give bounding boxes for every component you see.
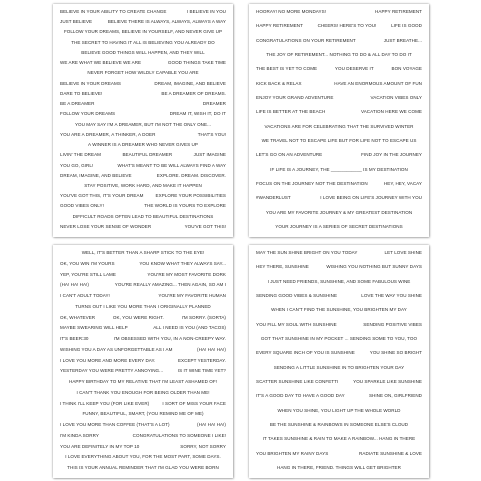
sentiment-phrase: FIND JOY IN THE JOURNEY [361, 152, 422, 158]
sentiment-phrase: YOU FILL MY SOUL WITH SUNSHINE [256, 321, 337, 327]
sentiment-row [60, 203, 226, 208]
sentiment-phrase: I'M SORRY. (SORTA) [181, 314, 226, 320]
sentiment-row [256, 350, 422, 355]
sentiment-row [60, 183, 226, 188]
sentiment-phrase: WE TRAVEL NOT TO ESCAPE LIFE BUT FOR LIFE NOT TO ESCAPE US [261, 137, 417, 143]
sentiment-phrase: YOU'VE GOT THIS! [184, 223, 226, 229]
sentiment-phrase: YOU ARE DEFINITELY IN MY TOP 10 [60, 443, 140, 449]
sentiment-row [60, 40, 226, 45]
sentiment-phrase: LIVIN' THE DREAM [60, 152, 101, 158]
sentiment-phrase: THE BEST IS YET TO COME [256, 66, 318, 72]
sentiment-phrase: YOU'RE REALLY AMAZING... THEN AGAIN, SO AM I [114, 282, 226, 288]
sentiment-phrase: I LOVE BEING ON LIFE'S JOURNEY WITH YOU [320, 195, 422, 201]
sentiment-phrase: DREAM IT, WISH IT, DO IT [169, 111, 226, 117]
sentiment-phrase: BEAUTIFUL DREAMER [122, 152, 173, 158]
sentiment-row [256, 465, 422, 470]
sentiment-phrase: (HA! HA! HA!) [60, 282, 89, 288]
sentiment-row [256, 95, 422, 100]
sentiment-row [256, 307, 422, 312]
sentiment-phrase: KICK BACK & RELAX [256, 80, 302, 86]
sentiment-phrase: CONGRATULATIONS ON YOUR RETIREMENT [256, 37, 356, 43]
sentiment-phrase: I JUST NEED FRIENDS, SUNSHINE, AND SOME FABULOUS WINE [267, 278, 411, 284]
sentiment-phrase: IT TAKES SUNSHINE & RAIN TO MAKE A RAINBOW... HANG IN THERE [262, 436, 416, 442]
sentiment-phrase: BE A DREAMER [60, 101, 95, 107]
sentiment-phrase: OK, WHATEVER [60, 314, 96, 320]
sentiment-row [60, 60, 226, 65]
sentiment-row [256, 336, 422, 341]
sentiment-row [60, 261, 226, 266]
sentiment-lines [256, 9, 422, 229]
sentiment-phrase: YOUR JOURNEY IS A SERIES OF SECRET DESTINATIONS [275, 223, 403, 229]
sentiment-phrase: STAY POSITIVE, WORK HARD, AND MAKE IT HAPPEN [84, 182, 202, 188]
sentiment-phrase: YOU'RE MY MOST FAVORITE DORK [147, 271, 226, 277]
sentiment-phrase: EXPLORE YOUR POSSIBILITIES [155, 193, 226, 199]
sentiment-lines [60, 9, 226, 229]
sentiment-phrase: I CAN'T THANK YOU ENOUGH FOR BEING OLDER THAN ME! [76, 389, 210, 395]
sentiment-phrase: BON VOYAGE [391, 66, 422, 72]
sentiment-phrase: MAYBE SWEARING WILL HELP [60, 325, 128, 331]
sentiment-row [256, 451, 422, 456]
sentiment-phrase: HAPPY RETIREMENT [256, 23, 303, 29]
sentiment-row [60, 272, 226, 277]
sentiment-phrase: GOT THAT SUNSHINE IN MY POCKET ... SENDING SOME TO YOU, TOO [260, 335, 418, 341]
sentiment-row [60, 444, 226, 449]
sentiment-phrase: CONGRATULATIONS TO SOMEONE I LIKE! [132, 432, 226, 438]
sentiment-row [256, 293, 422, 298]
sentiment-phrase: DREAM, IMAGINE, AND BELIEVE [154, 80, 226, 86]
sentiment-row [60, 70, 226, 75]
sentiment-phrase: SORRY, NOT SORRY [180, 443, 226, 449]
sentiment-row [60, 193, 226, 198]
sentiment-lines [60, 250, 226, 470]
sentiment-phrase: JUST BELIEVE [60, 19, 93, 25]
sentiment-row [60, 368, 226, 373]
sentiment-phrase: HEY, HEY, VACAY [383, 180, 422, 186]
sentiment-row [60, 163, 226, 168]
sentiment-phrase: YOU MAY SAY I'M A DREAMER, BUT I'M NOT THE ONLY ONE... [74, 121, 212, 127]
sentiment-row [60, 315, 226, 320]
sentiment-phrase: YOU ARE A DREAMER, A THINKER, A DOER [60, 131, 156, 137]
sentiment-row [60, 50, 226, 55]
sentiment-phrase: HAVE AN ENORMOUS AMOUNT OF FUN [334, 80, 422, 86]
sentiment-phrase: (HA! HA! HA!) [197, 346, 226, 352]
sentiment-phrase: YESTERDAY YOU WERE PRETTY ANNOYING... [60, 368, 164, 374]
sentiment-row [60, 465, 226, 470]
sentiment-row [60, 304, 226, 309]
sentiment-row [60, 122, 226, 127]
sentiment-phrase: LIFE IS BETTER AT THE BEACH [256, 109, 326, 115]
sentiment-phrase: GOOD VIBES ONLY! [60, 203, 104, 209]
sentiment-phrase: WELL, IT'S BETTER THAN A SHARP STICK TO THE EYE! [81, 250, 205, 255]
sentiment-phrase: BELIEVE GOOD THINGS WILL HAPPEN, AND THEY WILL [81, 49, 205, 55]
sentiment-phrase: JUST BREATHE... [383, 37, 422, 43]
sentiment-phrase: YOU GO, GIRL! [60, 162, 94, 168]
sentiment-phrase: BE THE SUNSHINE & RAINBOWS IN SOMEONE ELSE'S CLOUD [269, 421, 409, 427]
sentiment-phrase: THE SECRET TO HAVING IT ALL IS BELIEVING YOU ALREADY DO [71, 39, 215, 45]
sentiment-row [256, 379, 422, 384]
sentiment-row [60, 9, 226, 14]
sentiment-phrase: EVERY SQUARE INCH OF YOU IS SUNSHINE [256, 350, 355, 356]
sentiment-row [256, 66, 422, 71]
sentiment-sheet-funny [53, 245, 233, 478]
sentiment-row [256, 408, 422, 413]
sentiment-row [256, 138, 422, 143]
sentiment-row [256, 195, 422, 200]
sentiment-phrase: LET'S GO ON AN ADVENTURE [256, 152, 323, 158]
sentiment-phrase: EXCEPT YESTERDAY. [177, 357, 226, 363]
sentiment-phrase: WE ARE WHAT WE BELIEVE WE ARE [60, 60, 142, 66]
sentiment-phrase: DARE TO BELIEVE! [60, 90, 103, 96]
sentiment-phrase: SENDING GOOD VIBES & SUNSHINE [256, 292, 338, 298]
sentiment-row [60, 142, 226, 147]
sentiment-phrase: GOOD THINGS TAKE TIME [167, 60, 226, 66]
sentiment-row [60, 250, 226, 255]
sentiment-row [256, 393, 422, 398]
sentiment-phrase: ALL I NEED IS YOU (AND TACOS) [153, 325, 226, 331]
sentiment-phrase: I CAN'T ADULT TODAY! [60, 293, 110, 298]
sentiment-phrase: YEP, YOU'RE STILL LAME [60, 271, 116, 277]
sentiment-row [256, 224, 422, 229]
sentiment-phrase: EXPLORE. DREAM. DISCOVER. [156, 172, 226, 178]
sentiment-phrase: I LOVE YOU MORE AND MORE EVERY DAY. [60, 357, 156, 363]
sentiment-row [60, 390, 226, 395]
sentiment-row [256, 124, 422, 129]
sentiment-phrase: IF LIFE IS A JOURNEY, THE ____________ IS MY DESTINATION [270, 166, 408, 172]
sentiment-phrase: WHEN YOU SHINE, YOU LIGHT UP THE WHOLE WORLD [277, 407, 401, 413]
sentiment-row [256, 152, 422, 157]
sentiment-phrase: JUST IMAGINE [193, 152, 226, 158]
sentiment-phrase: YOU ARE MY FAVORITE JOURNEY & MY GREATEST DESTINATION [265, 209, 413, 215]
sentiment-row [256, 279, 422, 284]
sentiment-phrase: HANG IN THERE, FRIEND. THINGS WILL GET BRIGHTER [277, 464, 401, 470]
sentiment-row [60, 173, 226, 178]
sentiment-phrase: FOLLOW YOUR DREAMS, BELIEVE IN YOURSELF, AND NEVER GIVE UP [63, 29, 223, 35]
sentiment-row [256, 250, 422, 255]
sentiment-row [60, 19, 226, 24]
sentiment-row [60, 224, 226, 229]
sentiment-row [256, 81, 422, 86]
sentiment-phrase: I THINK I'LL KEEP YOU (FOR LIKE EVER) [60, 400, 150, 406]
sentiment-phrase: RADIATE SUNSHINE & LOVE [359, 450, 422, 456]
sentiment-phrase: IT'S BEER:30 [60, 336, 89, 341]
sentiment-row [256, 264, 422, 269]
sentiment-row [60, 29, 226, 34]
sentiment-phrase: #WANDERLUST [256, 195, 291, 201]
sentiment-phrase: LOVE THE WAY YOU SHINE [361, 292, 422, 298]
sentiment-phrase: TURNS OUT I LIKE YOU MORE THAN I ORIGINALLY PLANNED [75, 303, 211, 309]
sentiment-lines [256, 250, 422, 470]
sentiment-row [256, 38, 422, 43]
sentiment-phrase: FUNNY, BEAUTIFUL, SMART, (YOU REMIND ME OF ME) [82, 411, 204, 417]
sentiment-phrase: BELIEVE IN YOUR ABILITY TO CREATE CHANGE [60, 9, 167, 14]
sentiment-sheet-believe [53, 4, 233, 237]
sentiment-row [60, 401, 226, 406]
sentiment-row [60, 132, 226, 137]
sentiment-row [60, 422, 226, 427]
sentiment-phrase: HAPPY BIRTHDAY TO MY RELATIVE THAT I'M LEAST ASHAMED OF! [69, 379, 217, 384]
sentiment-phrase: FOCUS ON THE JOURNEY NOT THE DESTINATION [256, 180, 368, 186]
sentiment-phrase: FOLLOW YOUR DREAMS [60, 111, 116, 117]
sentiment-row [60, 282, 226, 287]
sentiment-row [60, 454, 226, 459]
sentiment-row [60, 347, 226, 352]
sentiment-phrase: WISHING YOU A DAY AS UNFORGETTABLE AS I AM [60, 346, 173, 352]
sentiment-phrase: I LOVE EVERYTHING ABOUT YOU, FOR THE MOST PART, SOME DAYS. [65, 454, 221, 460]
sentiment-phrase: I LOVE YOU MORE THAN COFFEE (THAT'S A LOT) [60, 422, 170, 427]
sentiment-phrase: OK, YOU WIN I'M YOURS [60, 260, 115, 266]
sentiment-phrase: HAPPY RETIREMENT [375, 9, 422, 14]
sentiment-phrase: WHAT'S MEANT TO BE WILL ALWAYS FIND A WAY [117, 162, 226, 168]
sentiment-row [256, 9, 422, 14]
sentiment-phrase: (HA! HA! HA!) [197, 422, 226, 427]
sentiment-sheet-sunshine [249, 245, 429, 478]
sentiment-row [60, 111, 226, 116]
sentiment-row [60, 293, 226, 298]
sentiment-phrase: BELIEVE THERE IS ALWAYS, ALWAYS, ALWAYS A WAY [107, 19, 226, 25]
sentiment-row [60, 101, 226, 106]
sentiment-phrase: BELIEVE IN YOUR DREAMS [60, 80, 121, 86]
sentiment-row [256, 322, 422, 327]
sentiment-phrase: VACATION HERE WE COME [360, 109, 422, 115]
sentiment-phrase: YOU'RE MY FAVORITE HUMAN [158, 293, 226, 298]
sentiment-sheet-retirement [249, 4, 429, 237]
sentiment-phrase: VACATIONS ARE FOR CELEBRATING THAT THE SURVIVED WINTER [264, 123, 414, 129]
sentiment-phrase: IT'S A GOOD DAY TO HAVE A GOOD DAY [256, 393, 345, 399]
sentiment-row [256, 52, 422, 57]
sentiment-phrase: I'M KINDA SORRY [60, 432, 99, 438]
sentiment-phrase: I BELIEVE IN YOU [186, 9, 226, 14]
sentiment-phrase: DIFFICULT ROADS OFTEN LEAD TO BEAUTIFUL DESTINATIONS [72, 213, 214, 219]
sentiment-row [60, 325, 226, 330]
sentiment-phrase: YOU SPARKLE LIKE SUNSHINE [353, 378, 422, 384]
sentiment-phrase: HOORAY! NO MORE MONDAYS! [256, 9, 326, 14]
sentiment-row [60, 91, 226, 96]
sentiment-phrase: YOU KNOW WHAT THEY ALWAYS SAY... [139, 260, 226, 266]
sentiment-phrase: SCATTER SUNSHINE LIKE CONFETTI [256, 378, 339, 384]
sentiment-phrase: SENDING A LITTLE SUNSHINE IN TO BRIGHTEN YOUR DAY [273, 364, 405, 370]
sentiment-phrase: OK, YOU WERE RIGHT. [112, 314, 164, 320]
sentiment-row [60, 433, 226, 438]
sentiment-phrase: YOU'VE GOT THIS, IT'S YOUR DREAM [60, 193, 144, 199]
sentiment-row [256, 181, 422, 186]
sentiment-phrase: YOU BRIGHTEN MY RAINY DAYS [256, 450, 329, 456]
sentiment-phrase: I SORT OF MISS YOUR FACE [162, 400, 226, 406]
sentiment-phrase: THE JOY OF RETIREMENT... NOTHING TO DO & ALL DAY TO DO IT [266, 51, 412, 57]
sentiment-phrase: HEY THERE, SUNSHINE [256, 264, 309, 270]
sentiment-phrase: DREAMER [202, 101, 226, 107]
sentiment-phrase: YOU SHINE SO BRIGHT [369, 350, 422, 356]
sentiment-phrase: THIS IS YOUR ANNUAL REMINDER THAT I'M GLAD YOU WERE BORN [67, 465, 219, 470]
sentiment-phrase: LET LOVE SHINE [384, 250, 422, 255]
sentiment-phrase: A WINNER IS A DREAMER WHO NEVER GIVES UP [88, 142, 198, 148]
sentiment-phrase: CHEERS! HERE'S TO YOU! [317, 23, 377, 29]
sentiment-phrase: BE A DREAMER OF DREAMS. [161, 90, 226, 96]
sentiment-phrase: LIFE IS GOOD [391, 23, 422, 29]
sentiment-row [256, 436, 422, 441]
sentiment-phrase: YOU DESERVE IT [334, 66, 374, 72]
sentiment-row [256, 109, 422, 114]
sentiment-row [256, 422, 422, 427]
sentiment-phrase: VACATION VIBES ONLY [370, 94, 422, 100]
sentiment-row [60, 152, 226, 157]
sentiment-phrase: WHEN I CAN'T FIND THE SUNSHINE, YOU BRIGHTEN MY DAY [271, 307, 407, 313]
sentiment-phrase: SENDING POSITIVE VIBES [363, 321, 422, 327]
sentiment-row [60, 411, 226, 416]
sentiment-phrase: NEVER FORGET HOW WILDLY CAPABLE YOU ARE [87, 70, 199, 76]
sentiment-phrase: DREAM, IMAGINE, AND BELIEVE [60, 172, 132, 178]
sentiment-row [60, 336, 226, 341]
sentiment-row [256, 210, 422, 215]
sentiment-phrase: SHINE ON, GIRLFRIEND [368, 393, 422, 399]
sentiment-row [60, 81, 226, 86]
sentiment-phrase: THE WORLD IS YOURS TO EXPLORE [144, 203, 226, 209]
sentiment-phrase: IS IT WINE TIME YET? [177, 368, 226, 374]
sentiment-row [256, 23, 422, 28]
sentiment-phrase: MAY THE SUN SHINE BRIGHT ON YOU TODAY [256, 250, 358, 255]
sentiment-row [60, 358, 226, 363]
sentiment-phrase: ENJOY YOUR GRAND ADVENTURE [256, 94, 334, 100]
sentiment-phrase: WISHING YOU NOTHING BUT SUNNY DAYS [326, 264, 422, 270]
sentiment-phrase: I'M OBSESSED WITH YOU, IN A NON-CREEPY WAY. [113, 336, 226, 341]
sentiment-row [256, 167, 422, 172]
sentiment-row [256, 365, 422, 370]
sentiment-row [60, 214, 226, 219]
sentiment-phrase: NEVER LOSE YOUR SENSE OF WONDER [60, 223, 152, 229]
sentiment-phrase: THAT'S YOU! [197, 131, 226, 137]
sentiment-row [60, 379, 226, 384]
